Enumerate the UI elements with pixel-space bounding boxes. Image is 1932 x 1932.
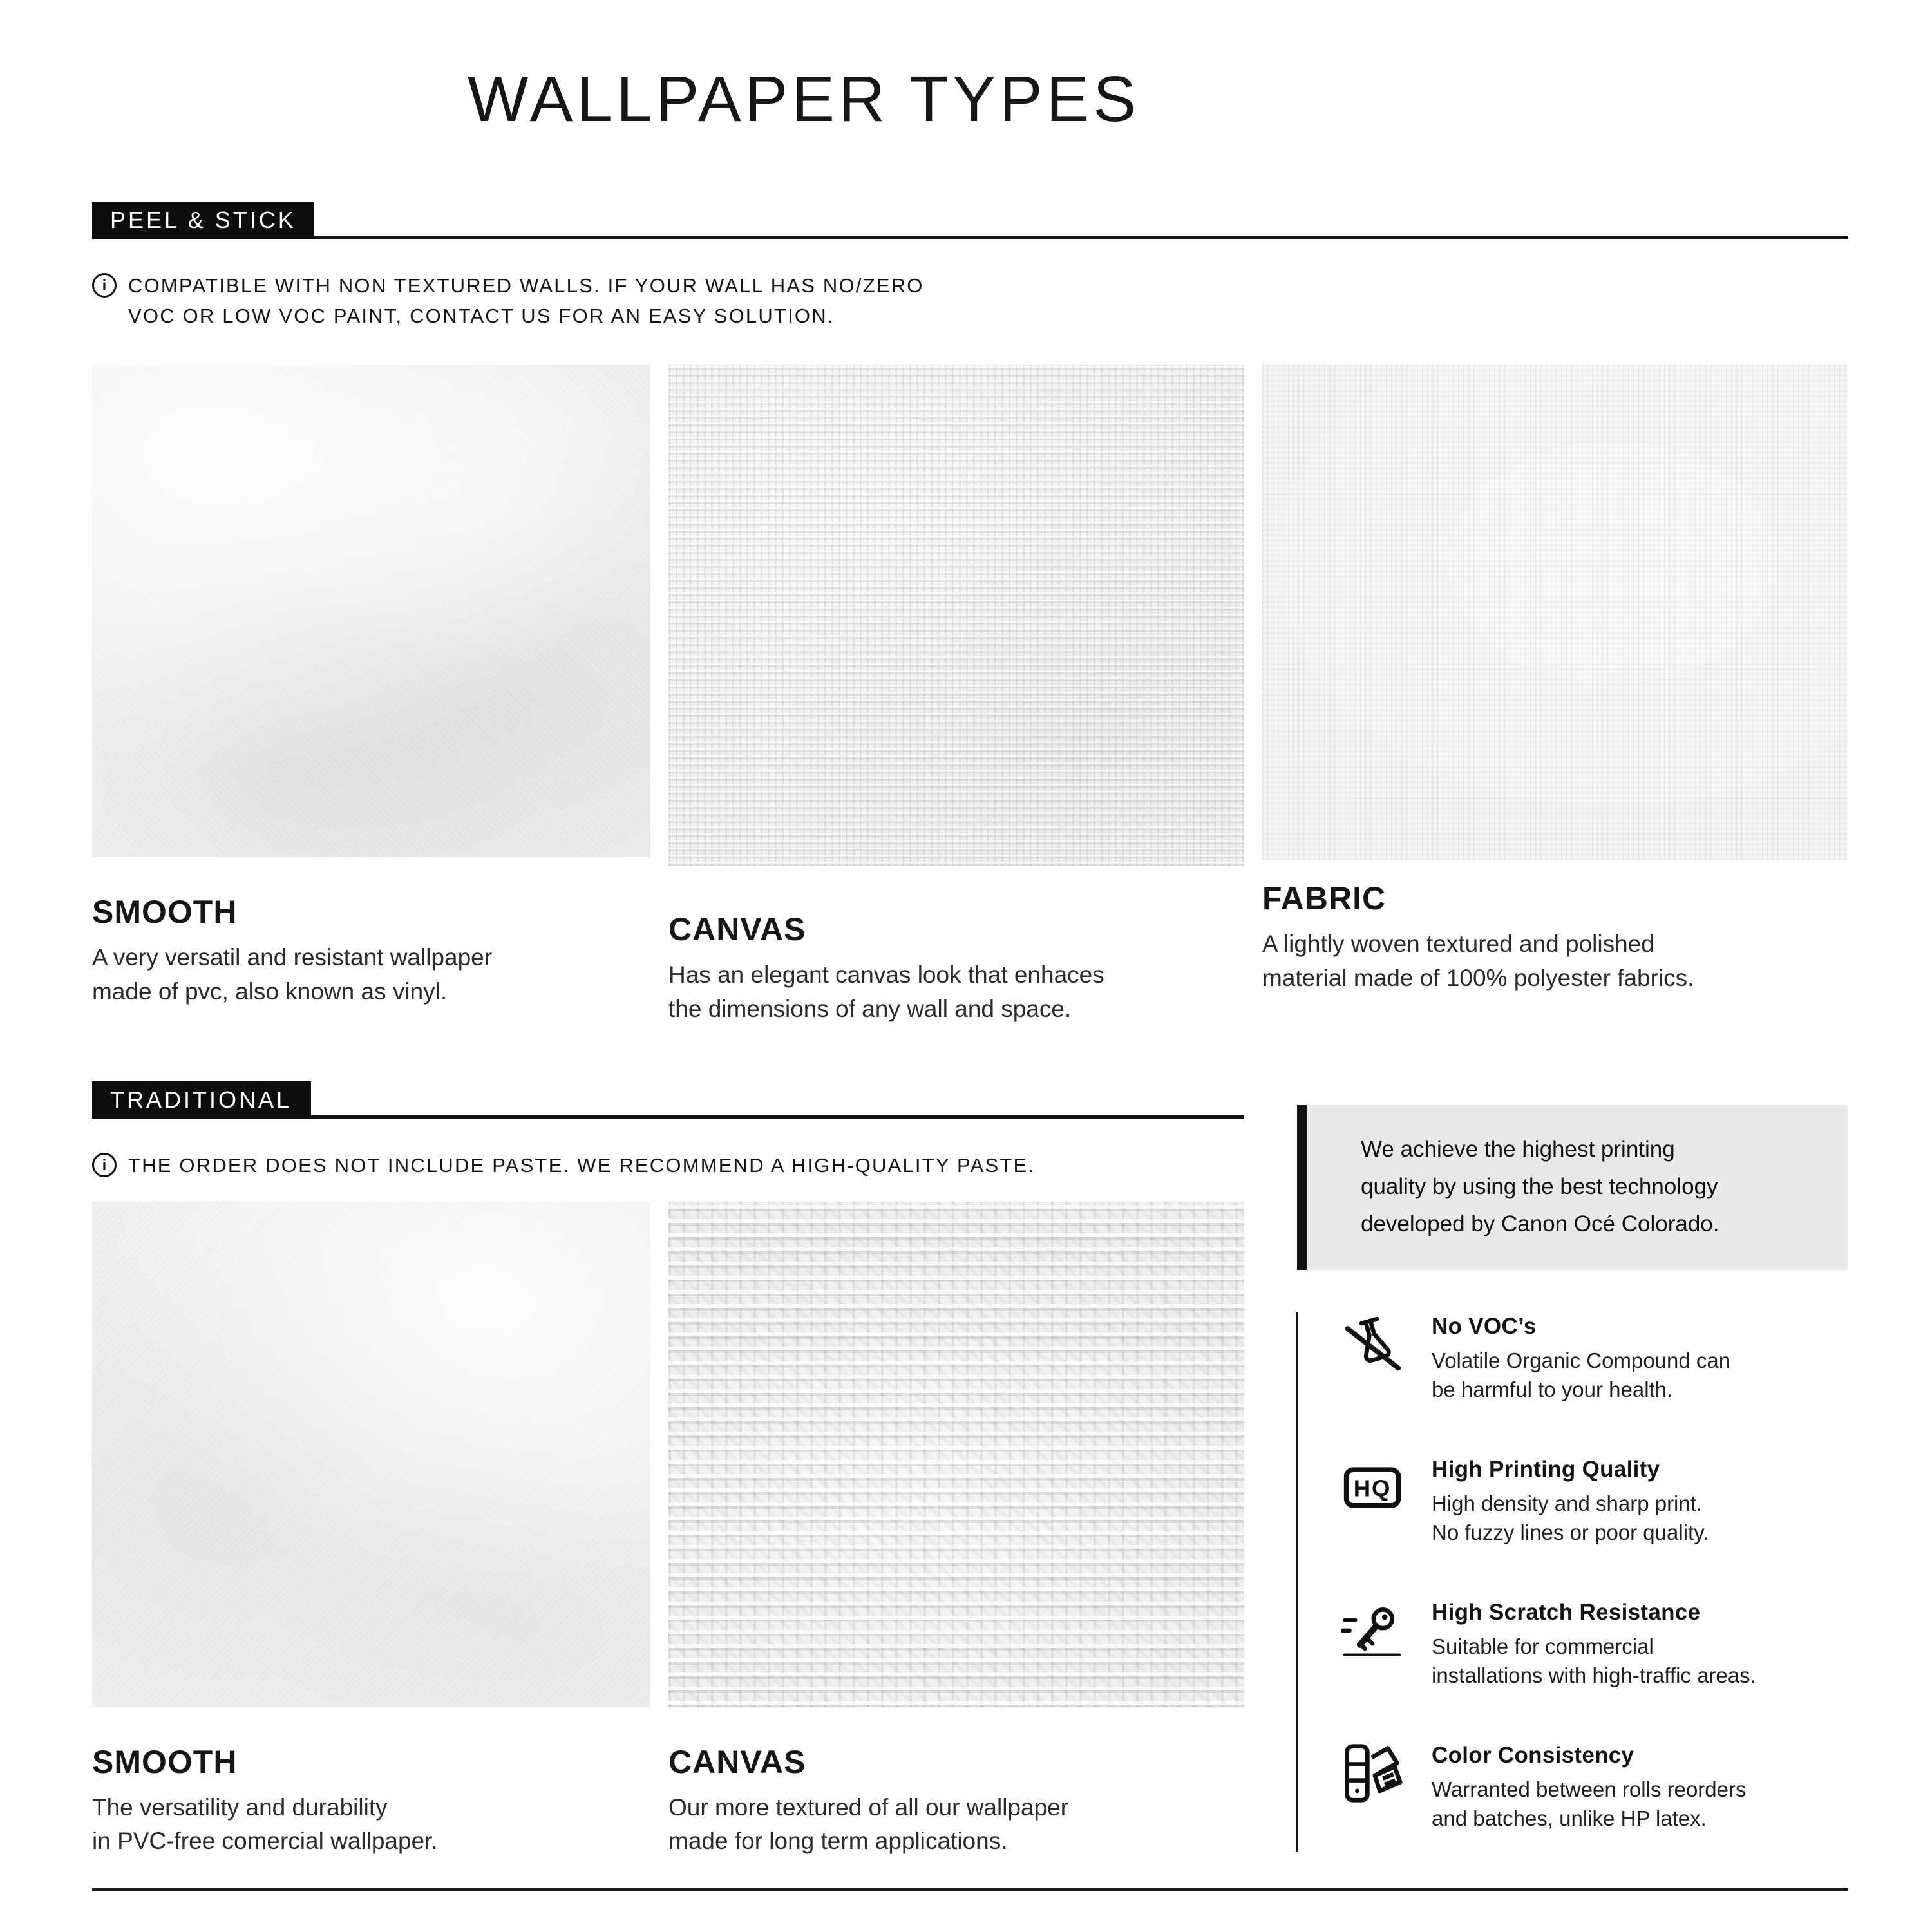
desc-line: A lightly woven textured and polished [1262,931,1654,957]
peel-stick-badge: PEEL & STICK [92,202,314,239]
feature-title: High Scratch Resistance [1432,1600,1701,1625]
desc-line: material made of 100% polyester fabrics. [1262,964,1694,991]
swatch-label: SMOOTH [92,894,238,930]
peel-stick-swatch-row [92,365,1848,1026]
swatch-label: CANVAS [668,1743,806,1780]
panel-line: quality by using the best technology [1361,1174,1718,1200]
feature-desc-line: No fuzzy lines or poor quality. [1432,1520,1709,1545]
feature-color-consistency [1341,1743,1848,1833]
fabric-texture-swatch [1262,365,1848,860]
info-icon: i [92,273,117,298]
hq-badge-icon [1341,1457,1403,1519]
smooth-texture-swatch [92,1202,650,1707]
bottom-divider-rule [92,1888,1848,1891]
panel-line: developed by Canon Océ Colorado. [1361,1211,1719,1237]
desc-line: in PVC-free comercial wallpaper. [92,1828,438,1855]
canvas-texture-swatch [668,365,1244,866]
traditional-note [92,1151,1244,1181]
scratch-key-icon [1341,1600,1403,1662]
traditional-note-text [128,1151,1035,1181]
feature-title: No VOC’s [1432,1314,1537,1340]
swatch-description [668,958,1244,1026]
feature-high-scratch-resistance [1341,1600,1848,1690]
color-swatchbook-icon [1341,1743,1403,1804]
swatch-label: SMOOTH [92,1743,238,1780]
feature-title: High Printing Quality [1432,1457,1660,1482]
peel-stick-note [92,271,1848,331]
smooth-texture-swatch [92,365,650,857]
swatch-description [92,941,650,1009]
feature-description [1432,1489,1709,1547]
desc-line: made for long term applications. [668,1828,1008,1855]
swatch-description [668,1791,1244,1859]
printing-quality-panel [1297,1105,1848,1270]
feature-desc-line: Volatile Organic Compound can [1432,1349,1731,1373]
desc-line: A very versatil and resistant wallpaper [92,944,493,971]
note-line: VOC OR LOW VOC PAINT, CONTACT US FOR AN EASY SOLUTION. [128,304,835,327]
feature-desc-line: installations with high-traffic areas. [1432,1663,1756,1688]
feature-desc-line: be harmful to your health. [1432,1378,1673,1402]
traditional-swatch-row [92,1202,1244,1859]
swatch-label: FABRIC [1262,880,1387,916]
desc-line: Has an elegant canvas look that enhaces [668,961,1104,988]
feature-description [1432,1346,1730,1404]
feature-desc-line: Warranted between rolls reorders [1432,1777,1747,1802]
info-icon: i [92,1153,117,1177]
title-wrap [92,59,1515,140]
note-line: COMPATIBLE WITH NON TEXTURED WALLS. IF YOUR WALL HAS NO/ZERO [128,274,924,297]
swatch-card-canvas [668,365,1244,1026]
desc-line: made of pvc, also known as vinyl. [92,978,448,1005]
feature-high-printing-quality [1341,1457,1848,1547]
page-title: WALLPAPER TYPES [467,63,1141,135]
feature-desc-line: Suitable for commercial [1432,1634,1654,1659]
traditional-head-rule [311,1115,1244,1119]
desc-line: The versatility and durability [92,1794,388,1821]
wallpaper-types-infographic [92,0,1848,1891]
traditional-section [92,1081,1244,1859]
peel-stick-head-rule [314,236,1848,239]
feature-description [1432,1775,1747,1833]
note-line: THE ORDER DOES NOT INCLUDE PASTE. WE RECOMMEND A HIGH-QUALITY PASTE. [128,1154,1036,1177]
feature-text [1432,1457,1709,1547]
peel-stick-section-head [92,202,1848,239]
feature-desc-line: and batches, unlike HP latex. [1432,1806,1707,1831]
desc-line: Our more textured of all our wallpaper [668,1794,1069,1821]
feature-text [1432,1314,1730,1404]
feature-description [1432,1632,1756,1690]
swatch-label: CANVAS [668,911,806,947]
traditional-section-head [92,1081,1244,1119]
feature-desc-line: High density and sharp print. [1432,1492,1703,1516]
swatch-card-canvas-traditional [668,1202,1244,1859]
feature-title: Color Consistency [1432,1743,1634,1768]
hq-icon-label: HQ [1353,1475,1392,1502]
no-voc-flask-icon [1341,1314,1403,1376]
desc-line: the dimensions of any wall and space. [668,995,1072,1022]
traditional-badge: TRADITIONAL [92,1081,311,1119]
swatch-card-fabric [1262,365,1848,1026]
feature-text [1432,1600,1756,1690]
panel-line: We achieve the highest printing [1361,1137,1675,1162]
canvas-texture-swatch [668,1202,1244,1707]
lower-section [92,1081,1848,1859]
feature-list [1296,1312,1848,1852]
feature-no-voc [1341,1314,1848,1404]
swatch-card-smooth [92,365,650,1026]
quality-sidebar [1262,1081,1848,1852]
swatch-card-smooth-traditional [92,1202,650,1859]
swatch-description [1262,927,1848,995]
swatch-description [92,1791,650,1859]
feature-text [1432,1743,1747,1833]
peel-stick-note-text [128,271,924,331]
